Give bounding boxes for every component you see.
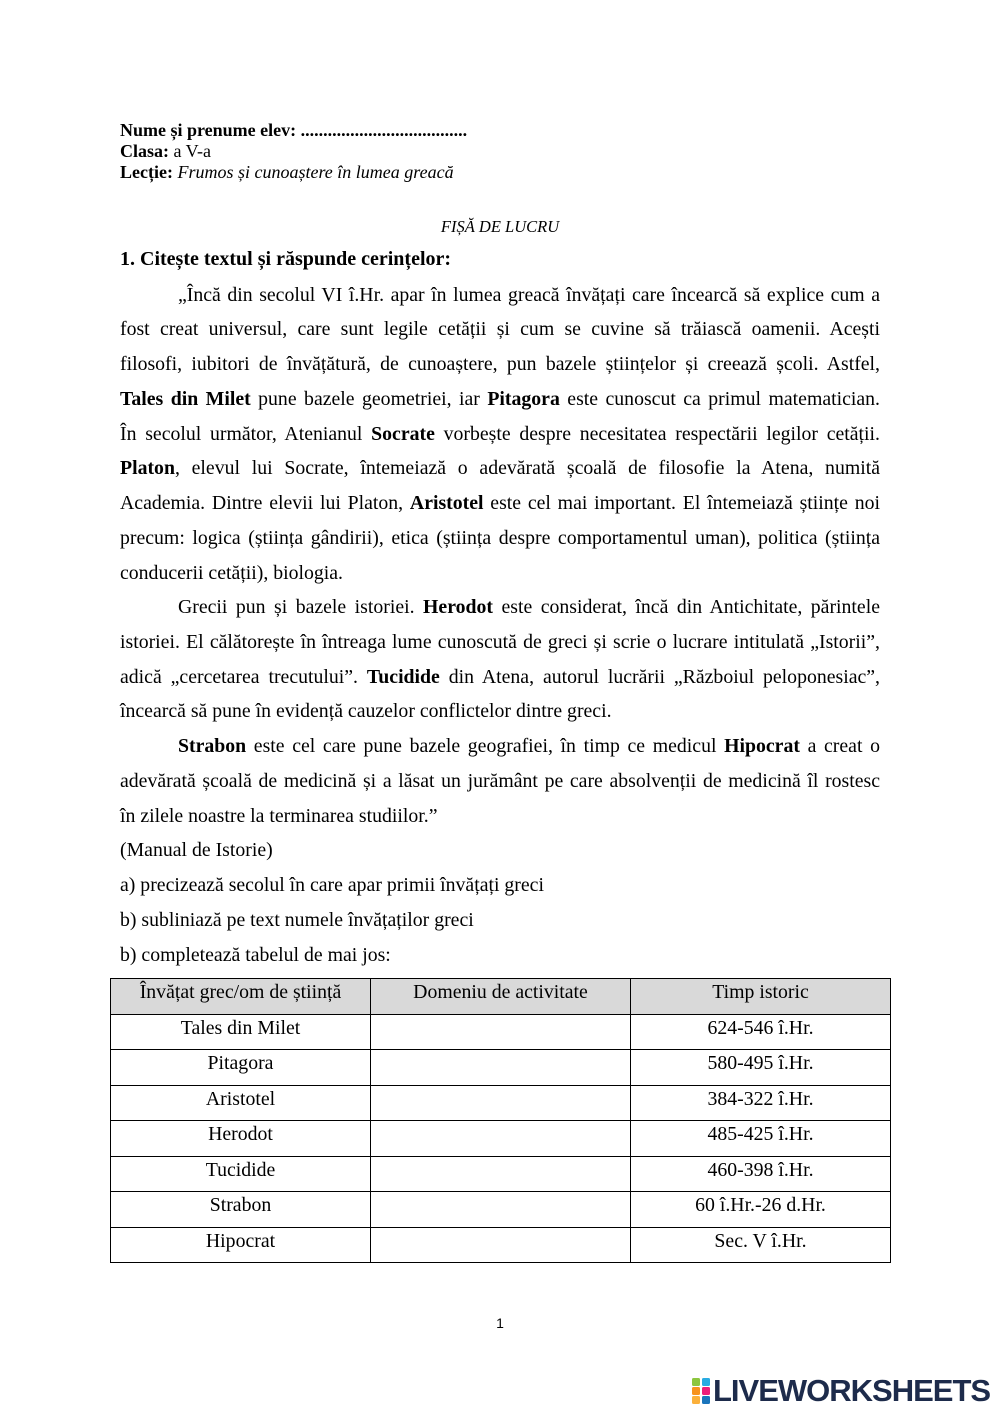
text-line — [120, 278, 880, 313]
text-line — [120, 347, 880, 382]
text-paragraph — [120, 278, 880, 591]
scholar-name: Socrate — [371, 422, 435, 445]
scholar-cell: Herodot — [111, 1121, 371, 1157]
scholar-name: Strabon — [178, 735, 247, 758]
text-run: conducerii cetății), biologia. — [120, 561, 344, 584]
scholar-name: Hipocrat — [724, 735, 800, 758]
scholar-cell: Hipocrat — [111, 1227, 371, 1263]
scholar-cell: Pitagora — [111, 1050, 371, 1086]
text-line — [120, 556, 880, 591]
liveworksheets-logo-text: LIVEWORKSHEETS — [713, 1373, 991, 1408]
scholar-name: Herodot — [423, 596, 494, 619]
column-header-domain: Domeniu de activitate — [371, 979, 631, 1015]
period-cell: 485-425 î.Hr. — [631, 1121, 891, 1157]
scholar-name: Platon — [120, 457, 175, 480]
text-run: este cel mai important. El întemeiază științe noi — [483, 492, 880, 515]
student-name-label: Nume și prenume elev: — [120, 119, 297, 140]
text-line — [120, 660, 880, 695]
text-line — [120, 451, 880, 486]
period-cell: 384-322 î.Hr. — [631, 1085, 891, 1121]
text-run: este considerat, încă din Antichitate, părintele — [493, 596, 880, 619]
text-line — [120, 729, 880, 764]
scholars-table — [110, 978, 891, 1263]
text-run: a creat o — [799, 735, 880, 758]
text-run: încearcă să pune în evidență cauzelor conflictelor dintre greci. — [120, 700, 612, 723]
period-cell: 580-495 î.Hr. — [631, 1050, 891, 1086]
class-line — [120, 141, 467, 162]
text-run: este cel care pune bazele geografiei, în timp ce medicul — [246, 735, 725, 758]
student-name-line — [120, 120, 467, 141]
scholar-name: Tales din Milet — [120, 387, 251, 410]
text-paragraph — [120, 729, 880, 833]
domain-cell — [371, 1050, 631, 1086]
table-row — [111, 1121, 891, 1157]
period-cell: Sec. V î.Hr. — [631, 1227, 891, 1263]
text-run: filosofi, iubitori de învățătură, de cunoaștere, pun bazele științelor și creează școli. Astfel, — [120, 353, 880, 376]
exercise-heading: 1. Citește textul și răspunde cerințelor: — [120, 248, 452, 270]
table-row — [111, 1014, 891, 1050]
worksheet-title: FIȘĂ DE LUCRU — [440, 217, 560, 236]
text-run: istoriei. El călătorește în întreaga lume cunoscută de greci și scrie o lucrare intitulată „Istorii”, — [120, 630, 880, 653]
column-header-period: Timp istoric — [631, 979, 891, 1015]
text-run: adică „cercetarea trecutului”. — [120, 665, 367, 688]
page-number: 1 — [496, 1315, 504, 1331]
text-run: În secolul următor, Atenianul — [120, 422, 372, 445]
text-line — [120, 694, 880, 729]
text-run: adevărată școală de medicină și a lăsat un jurământ pe care absolvenții de medicină îl rostesc — [120, 769, 880, 792]
liveworksheets-logo-icon — [692, 1378, 710, 1404]
text-line — [120, 382, 880, 417]
table-header-row — [111, 979, 891, 1015]
class-label: Clasa: — [120, 140, 169, 161]
table-row — [111, 1192, 891, 1228]
text-run: Grecii pun și bazele istoriei. — [178, 596, 424, 619]
scholar-name: Aristotel — [409, 492, 484, 515]
task-b-table: b) completează tabelul de mai jos: — [120, 943, 391, 966]
student-name-blank: ..................................... — [300, 119, 468, 140]
domain-cell — [371, 1121, 631, 1157]
text-run: din Atena, autorul lucrării „Războiul peloponesiac”, — [439, 665, 880, 688]
liveworksheets-watermark — [692, 1375, 990, 1406]
table-row — [111, 1050, 891, 1086]
table-row — [111, 1227, 891, 1263]
domain-cell — [371, 1156, 631, 1192]
text-run: , elevul lui Socrate, întemeiază o adevărată școală de filosofie la Atena, numită — [174, 457, 880, 480]
domain-cell — [371, 1014, 631, 1050]
scholar-name: Tucidide — [366, 665, 440, 688]
table-body — [111, 1014, 891, 1263]
task-a: a) precizează secolul în care apar primii învățați greci — [120, 874, 544, 897]
text-line — [120, 625, 880, 660]
text-line — [120, 486, 880, 521]
lesson-value: Frumos și cunoaștere în lumea greacă — [177, 161, 454, 182]
text-line — [120, 417, 880, 452]
task-b-underline: b) subliniază pe text numele învățaților greci — [120, 908, 474, 931]
text-line — [120, 590, 880, 625]
domain-cell — [371, 1227, 631, 1263]
scholar-cell: Tales din Milet — [111, 1014, 371, 1050]
exercise-body — [120, 278, 880, 973]
reading-text — [120, 278, 880, 834]
class-value: a V-a — [173, 140, 211, 161]
domain-cell — [371, 1085, 631, 1121]
scholar-cell: Aristotel — [111, 1085, 371, 1121]
text-run: precum: logica (știința gândirii), etica (știința despre comportamentul uman), politica (știința — [120, 526, 880, 549]
text-run: vorbește despre necesitatea respectării legilor cetății. — [434, 422, 880, 445]
table-row — [111, 1085, 891, 1121]
table-row — [111, 1156, 891, 1192]
period-cell: 624-546 î.Hr. — [631, 1014, 891, 1050]
text-run: pune bazele geometriei, iar — [250, 387, 488, 410]
domain-cell — [371, 1192, 631, 1228]
text-paragraph — [120, 590, 880, 729]
text-run: este cunoscut ca primul matematician. — [559, 387, 880, 410]
scholar-cell: Strabon — [111, 1192, 371, 1228]
period-cell: 460-398 î.Hr. — [631, 1156, 891, 1192]
text-line — [120, 764, 880, 799]
student-info — [120, 120, 467, 183]
column-header-scholar: Învățat grec/om de știință — [111, 979, 371, 1015]
text-line — [120, 312, 880, 347]
scholar-cell: Tucidide — [111, 1156, 371, 1192]
text-line — [120, 521, 880, 556]
scholar-name: Pitagora — [487, 387, 560, 410]
lesson-line — [120, 162, 467, 183]
text-run: Academia. Dintre elevii lui Platon, — [120, 492, 410, 515]
text-run: „Încă din secolul VI î.Hr. apar în lumea greacă învățați care încearcă să explice cum a — [178, 283, 880, 306]
text-source: (Manual de Istorie) — [120, 839, 273, 862]
period-cell: 60 î.Hr.-26 d.Hr. — [631, 1192, 891, 1228]
text-line — [120, 799, 880, 834]
text-run: fost creat universul, care sunt legile cetății și cum se cuvine să trăiască oamenii. Acești — [120, 318, 880, 341]
text-run: în zilele noastre la terminarea studiilor.” — [120, 804, 438, 827]
lesson-label: Lecție: — [120, 161, 173, 182]
